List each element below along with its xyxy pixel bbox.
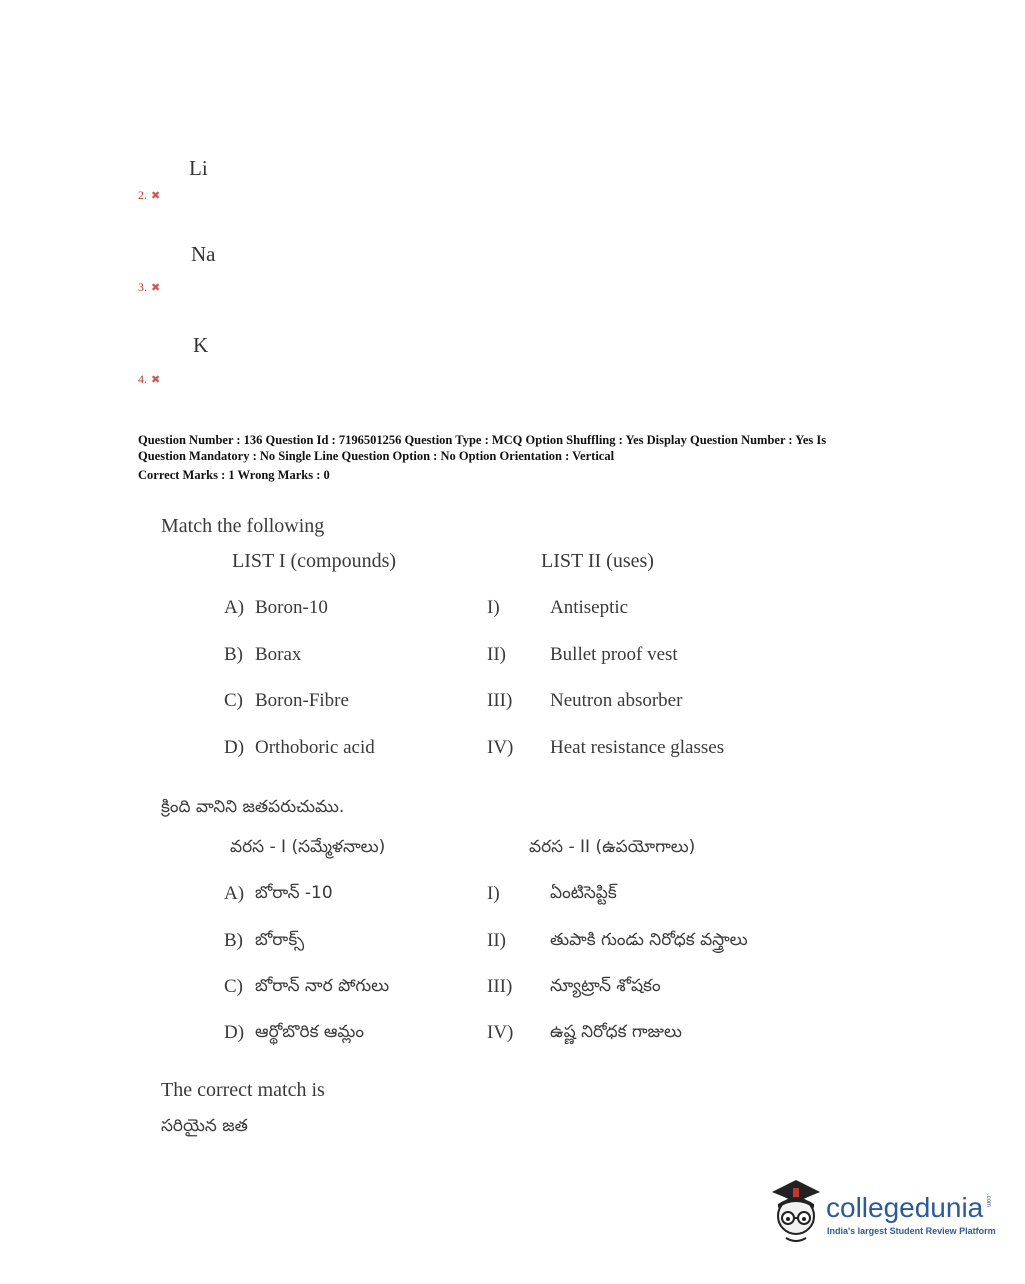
row-label: B) bbox=[224, 930, 243, 951]
use-label: III) bbox=[487, 976, 513, 997]
option-text: Li bbox=[189, 156, 208, 180]
row-label: A) bbox=[224, 597, 245, 618]
compound: Orthoboric acid bbox=[255, 737, 375, 758]
logo-name: collegedunia bbox=[826, 1192, 984, 1223]
wrong-mark-icon: ✖ bbox=[151, 190, 161, 202]
compound: Boron-10 bbox=[255, 597, 328, 618]
use-label: II) bbox=[487, 644, 506, 665]
meta-line-1: Question Number : 136 Question Id : 7196501256 Question Type : MCQ Option Shuffling : Yes Display Question Number : Yes Is bbox=[138, 433, 827, 447]
use: Neutron absorber bbox=[550, 690, 683, 711]
compound: బోరాన్ -10 bbox=[255, 883, 333, 903]
use: Antiseptic bbox=[550, 597, 629, 618]
option-number bbox=[138, 280, 160, 295]
use: Heat resistance glasses bbox=[550, 737, 725, 758]
option-number-label: 2. bbox=[138, 188, 147, 202]
compound: ఆర్థోబొరిక ఆమ్లం bbox=[255, 1022, 365, 1042]
row-label: D) bbox=[224, 737, 245, 758]
wrong-mark-icon: ✖ bbox=[151, 282, 161, 294]
meta-line-2: Question Mandatory : No Single Line Question Option : No Option Orientation : Vertical bbox=[138, 449, 615, 463]
list1-header-en: LIST I (compounds) bbox=[232, 550, 397, 572]
option-number bbox=[138, 188, 160, 203]
option-text: K bbox=[193, 333, 209, 357]
use-label: IV) bbox=[487, 1022, 514, 1043]
row-label: B) bbox=[224, 644, 243, 665]
option-number bbox=[138, 372, 160, 387]
question-meta bbox=[138, 432, 918, 483]
option-text: Na bbox=[191, 242, 216, 266]
row-label: D) bbox=[224, 1022, 245, 1043]
use: ఉష్ణ నిరోధక గాజులు bbox=[550, 1022, 682, 1042]
use-label: II) bbox=[487, 930, 506, 951]
use: ఏంటిసెప్టిక్ bbox=[550, 883, 617, 903]
use-label: I) bbox=[487, 883, 500, 904]
student-mascot-icon bbox=[766, 1178, 826, 1248]
row-label: C) bbox=[224, 976, 243, 997]
compound: Borax bbox=[255, 644, 302, 665]
use-label: I) bbox=[487, 597, 500, 618]
compound: బోరాక్స్ bbox=[255, 930, 305, 950]
use: న్యూట్రాన్ శోషకం bbox=[550, 976, 661, 996]
question-prompt-en: Match the following bbox=[161, 515, 325, 537]
compound: బోరాన్ నార పోగులు bbox=[255, 976, 390, 996]
use: Bullet proof vest bbox=[550, 644, 678, 665]
row-label: C) bbox=[224, 690, 243, 711]
list1-header-te: వరస - I (సమ్మేళనాలు) bbox=[230, 837, 386, 857]
list2-header-en: LIST II (uses) bbox=[541, 550, 654, 572]
question-prompt-te: క్రింది వానిని జతపరుచుము. bbox=[161, 797, 345, 817]
meta-line-3: Correct Marks : 1 Wrong Marks : 0 bbox=[138, 468, 330, 482]
option-number-label: 4. bbox=[138, 372, 147, 386]
row-label: A) bbox=[224, 883, 245, 904]
use: తుపాకి గుండు నిరోధక వస్త్రాలు bbox=[550, 930, 748, 950]
use-label: III) bbox=[487, 690, 513, 711]
answer-prompt-te: సరియైన జత bbox=[161, 1116, 248, 1136]
answer-prompt-en: The correct match is bbox=[161, 1079, 325, 1101]
wrong-mark-icon: ✖ bbox=[151, 374, 161, 386]
option-number-label: 3. bbox=[138, 280, 147, 294]
list2-header-te: వరస - II (ఉపయోగాలు) bbox=[529, 837, 696, 857]
use-label: IV) bbox=[487, 737, 514, 758]
logo-com: .com bbox=[985, 1194, 991, 1208]
compound: Boron-Fibre bbox=[255, 690, 349, 711]
logo-tagline: India's largest Student Review Platform bbox=[827, 1226, 996, 1236]
collegedunia-logo bbox=[766, 1178, 996, 1248]
